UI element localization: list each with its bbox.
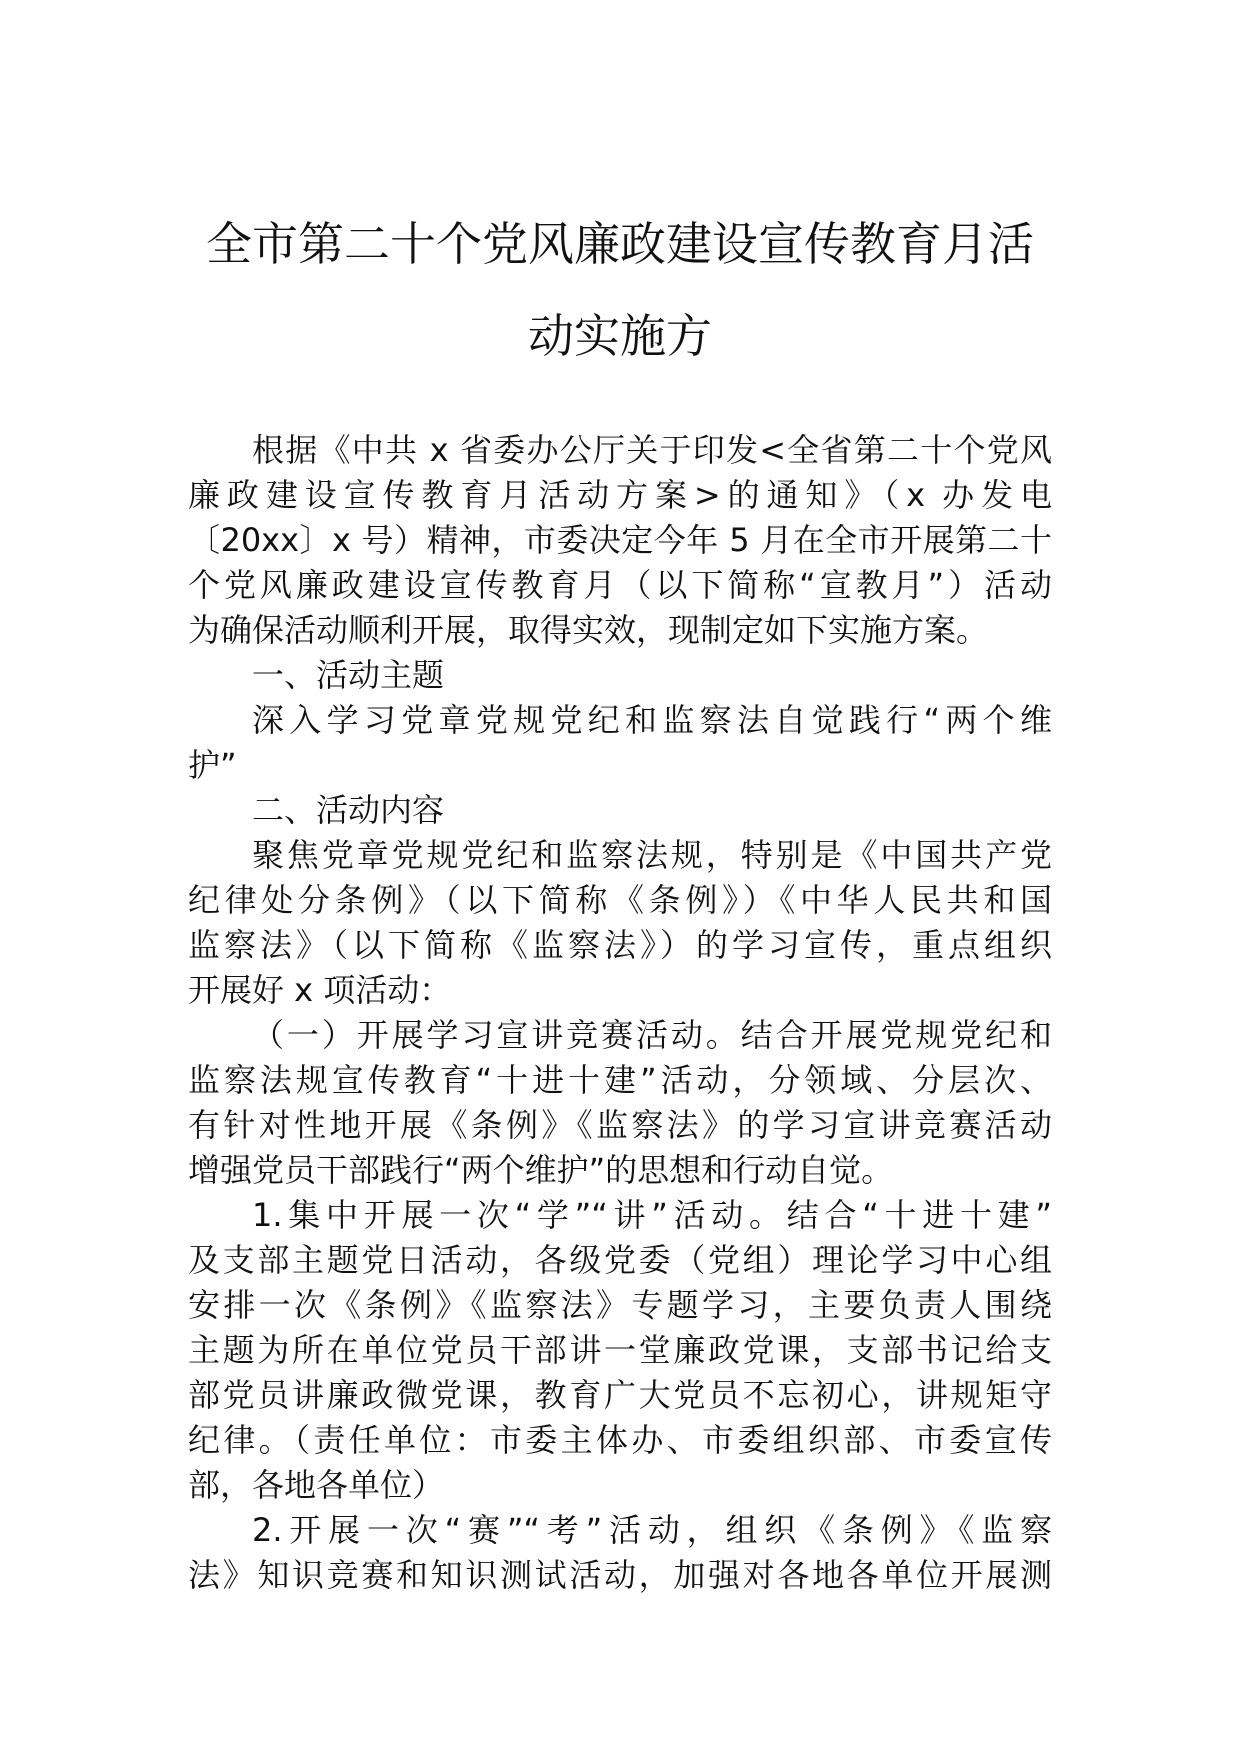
body-line: 有针对性地开展《条例》《监察法》的学习宣讲竞赛活动 bbox=[188, 1106, 1052, 1144]
body-line: 护” bbox=[188, 746, 237, 784]
body-line: 〔20xx〕x 号）精神，市委决定今年 5 月在全市开展第二十 bbox=[188, 521, 1052, 559]
body-line: 个党风廉政建设宣传教育月（以下简称“宣教月”）活动 bbox=[188, 566, 1052, 604]
section-heading: 一、活动主题 bbox=[252, 656, 445, 694]
section-heading: 二、活动内容 bbox=[252, 791, 445, 829]
body-line: 安排一次《条例》《监察法》专题学习，主要负责人围绕 bbox=[188, 1286, 1052, 1324]
body-line: 部，各地各单位） bbox=[188, 1466, 445, 1504]
body-line: 增强党员干部践行“两个维护”的思想和行动自觉。 bbox=[188, 1151, 894, 1189]
body-line: 及支部主题党日活动，各级党委（党组）理论学习中心组 bbox=[188, 1241, 1052, 1279]
body-line: 纪律。（责任单位：市委主体办、市委组织部、市委宣传 bbox=[188, 1421, 1052, 1459]
item-line: 2.开展一次“赛”“考”活动，组织《条例》《监察 bbox=[252, 1511, 1052, 1549]
document-body bbox=[188, 428, 1052, 1598]
body-line: 法》知识竞赛和知识测试活动，加强对各地各单位开展测 bbox=[188, 1556, 1052, 1594]
body-line: 监察法》（以下简称《监察法》）的学习宣传，重点组织 bbox=[188, 926, 1052, 964]
body-line: 聚焦党章党规党纪和监察法规，特别是《中国共产党 bbox=[252, 836, 1052, 874]
body-line: 监察法规宣传教育“十进十建”活动，分领域、分层次、 bbox=[188, 1061, 1052, 1099]
body-line: 主题为所在单位党员干部讲一堂廉政党课，支部书记给支 bbox=[188, 1331, 1052, 1369]
body-line: 为确保活动顺利开展，取得实效，现制定如下实施方案。 bbox=[188, 611, 989, 649]
subsection-line: （一）开展学习宣讲竞赛活动。结合开展党规党纪和 bbox=[252, 1016, 1052, 1054]
item-line: 1.集中开展一次“学”“讲”活动。结合“十进十建” bbox=[252, 1196, 1052, 1234]
body-line: 部党员讲廉政微党课，教育广大党员不忘初心，讲规矩守 bbox=[188, 1376, 1052, 1414]
body-line: 根据《中共 x 省委办公厅关于印发<全省第二十个党风 bbox=[252, 431, 1052, 469]
body-line: 纪律处分条例》（以下简称《条例》）《中华人民共和国 bbox=[188, 881, 1052, 919]
body-line: 深入学习党章党规党纪和监察法自觉践行“两个维 bbox=[252, 701, 1052, 739]
body-line: 廉政建设宣传教育月活动方案>的通知》（x 办发电 bbox=[188, 476, 1052, 514]
body-line: 开展好 x 项活动： bbox=[188, 971, 452, 1009]
document-title-line-1: 全市第二十个党风廉政建设宣传教育月活 bbox=[206, 217, 1034, 271]
document-title-line-2: 动实施方 bbox=[528, 309, 712, 363]
